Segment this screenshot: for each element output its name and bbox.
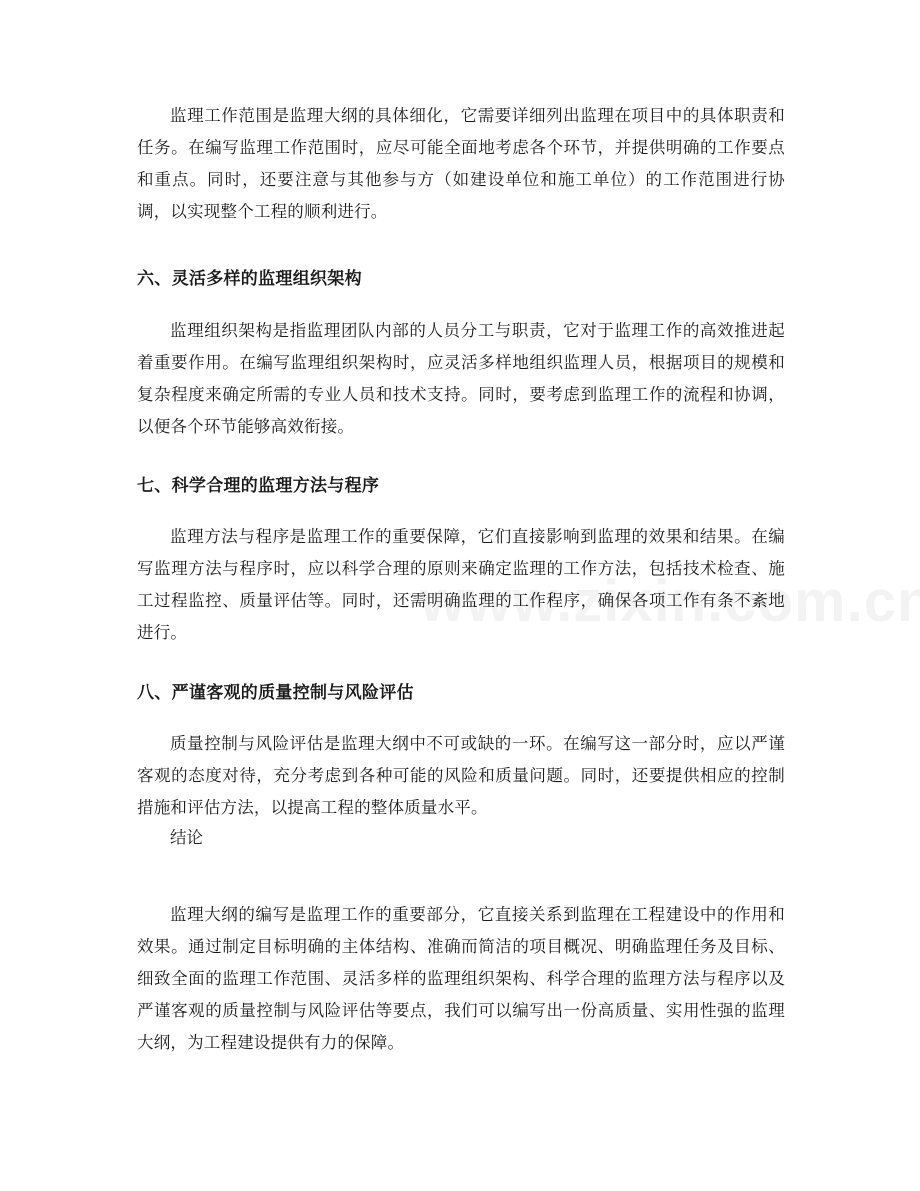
paragraph-conclusion: 监理大纲的编写是监理工作的重要部分，它直接关系到监理在工程建设中的作用和效果。通过制定目标明确的主体结构、准确而简洁的项目概况、明确监理任务及目标、细致全面的监理工作范围、灵活多样的监理组织架构、科学合理的监理方法与程序以及严谨客观的质量控制与风险评估等要点，我们可以编写出一份高质量、实用性强的监理大纲，为工程建设提供有力的保障。 [137,905,785,1052]
heading-section-8: 八、严谨客观的质量控制与风险评估 [137,683,414,703]
paragraph-organization: 监理组织架构是指监理团队内部的人员分工与职责，它对于监理工作的高效推进起着重要作用。在编写监理组织架构时，应灵活多样地组织监理人员，根据项目的规模和复杂程度来确定所需的专业人员和技术支持。同时，要考虑到监理工作的流程和协调，以便各个环节能够高效衔接。 [137,321,785,436]
paragraph-quality: 质量控制与风险评估是监理大纲中不可或缺的一环。在编写这一部分时，应以严谨客观的态度对待，充分考虑到各种可能的风险和质量问题。同时，还要提供相应的控制措施和评估方法，以提高工程的整体质量水平。 [137,734,785,817]
conclusion-label: 结论 [170,828,203,847]
paragraph-work-scope: 监理工作范围是监理大纲的具体细化，它需要详细列出监理在项目中的具体职责和任务。在编写监理工作范围时，应尽可能全面地考虑各个环节，并提供明确的工作要点和重点。同时，还要注意与其他参与方（如建设单位和施工单位）的工作范围进行协调，以实现整个工程的顺利进行。 [137,106,785,221]
paragraph-methods: 监理方法与程序是监理工作的重要保障，它们直接影响到监理的效果和结果。在编写监理方法与程序时，应以科学合理的原则来确定监理的工作方法，包括技术检查、施工过程监控、质量评估等。同时，还需明确监理的工作程序，确保各项工作有条不紊地进行。 [137,527,785,642]
heading-section-6: 六、灵活多样的监理组织架构 [137,269,362,289]
heading-section-7: 七、科学合理的监理方法与程序 [137,476,380,496]
